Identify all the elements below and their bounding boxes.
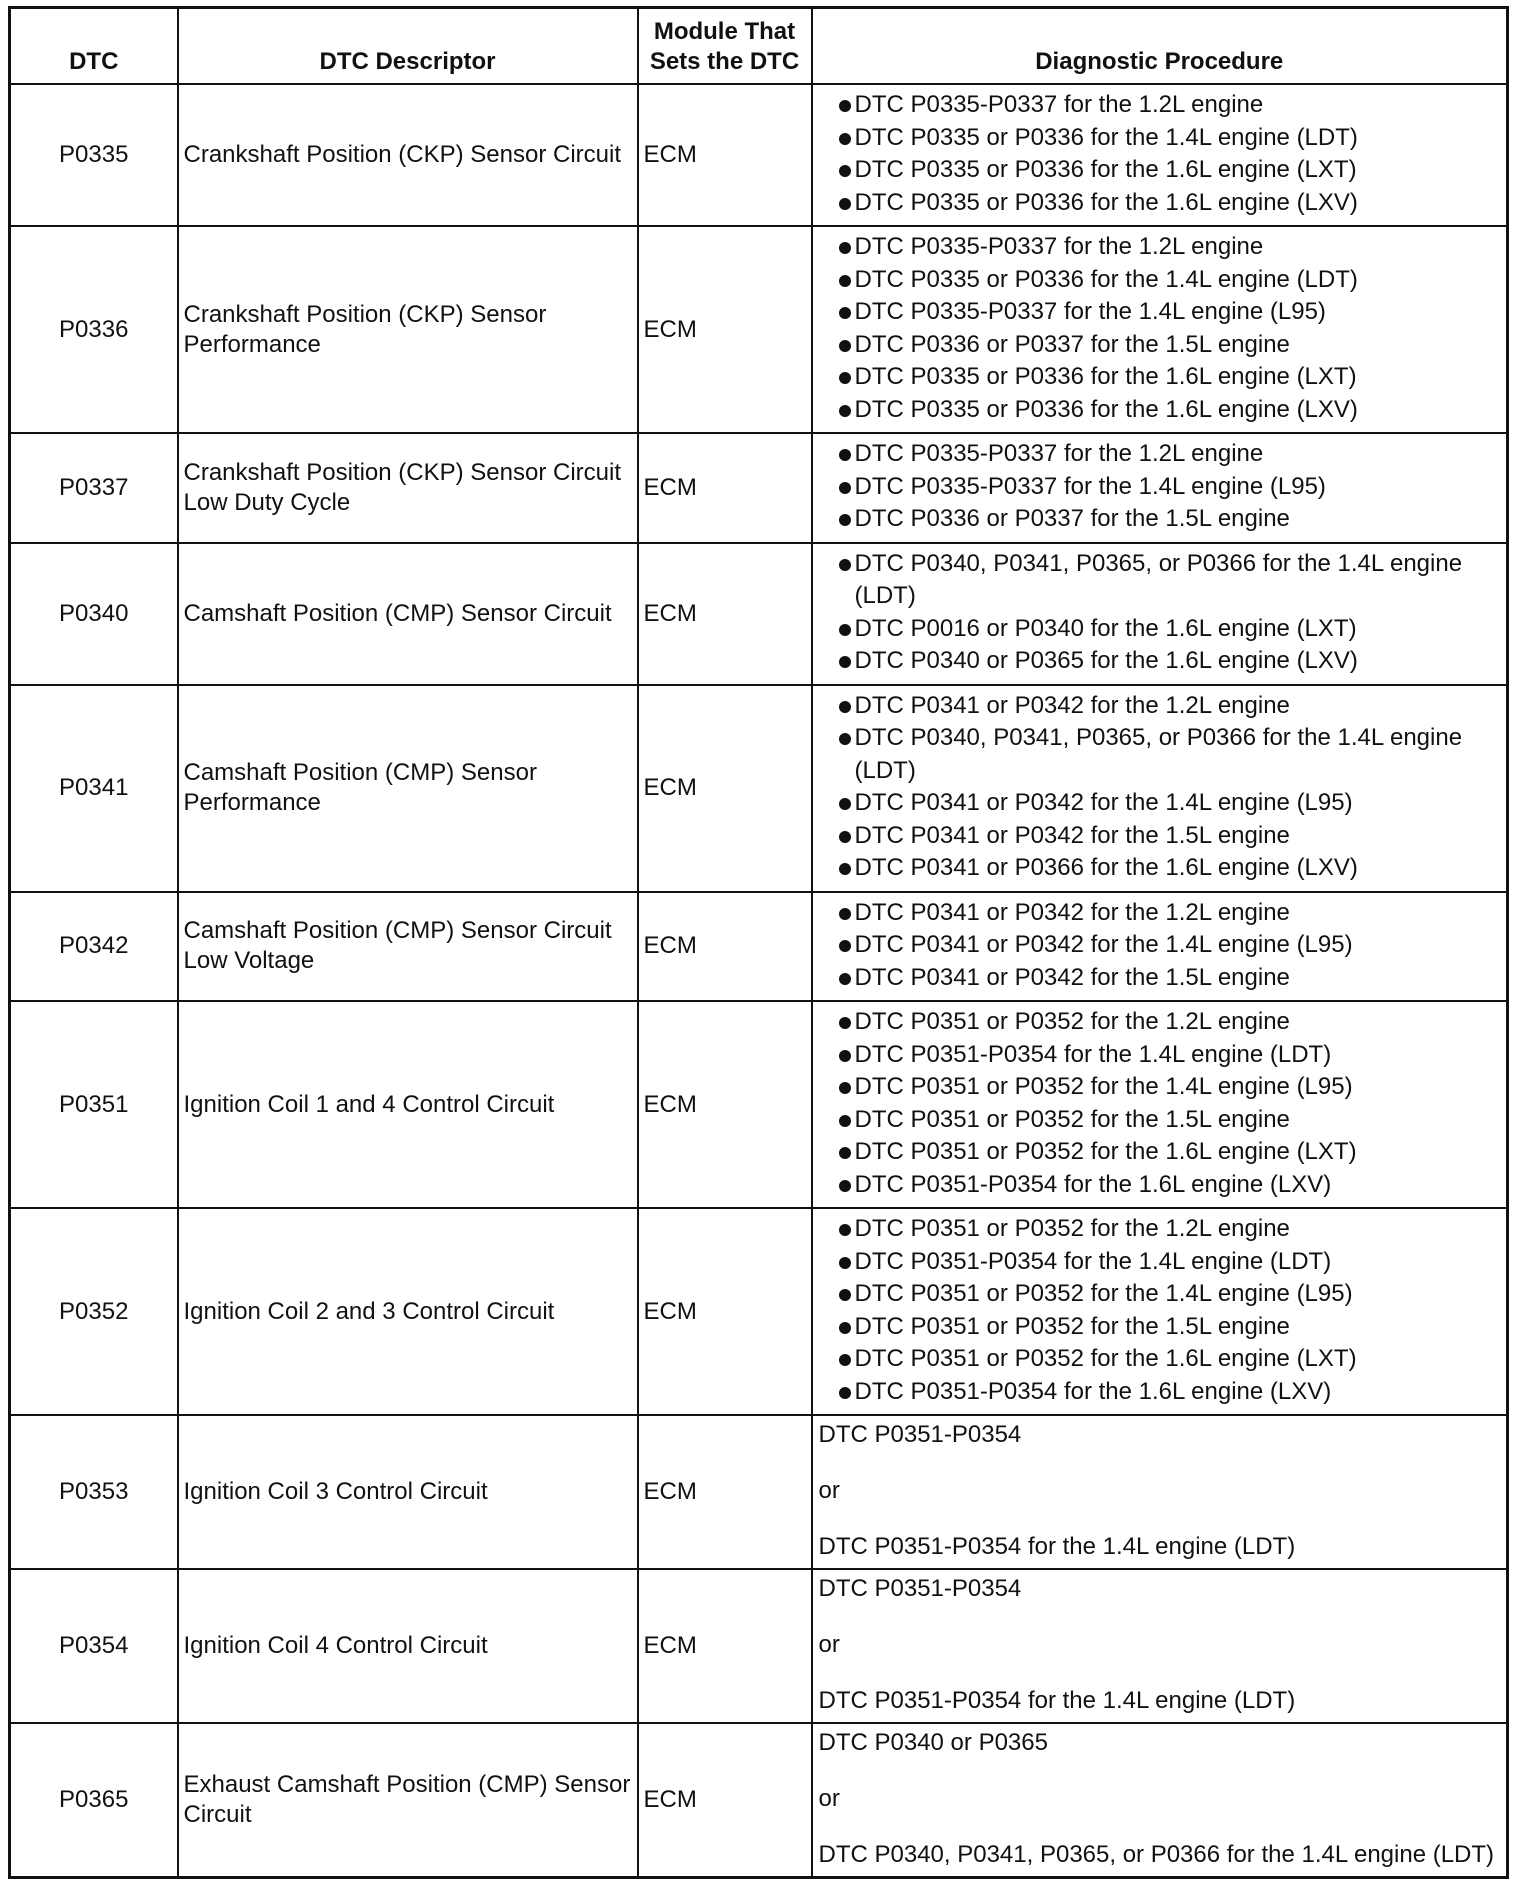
procedure-link[interactable]: DTC P0341 or P0342 for the 1.4L engine (L95) [819, 787, 1501, 820]
dtc-code-cell: P0340 [10, 543, 178, 685]
dtc-table-wrapper [8, 6, 1509, 1879]
procedure-link[interactable]: DTC P0335-P0337 for the 1.2L engine [819, 438, 1501, 471]
spacer [819, 1450, 1501, 1476]
procedure-link[interactable]: DTC P0341 or P0342 for the 1.5L engine [819, 820, 1501, 853]
module-cell: ECM [638, 892, 812, 1002]
dtc-descriptor-cell: Camshaft Position (CMP) Sensor Performance [178, 685, 638, 892]
table-body [10, 84, 1508, 1878]
diagnostic-procedure-cell [812, 685, 1508, 892]
module-cell: ECM [638, 685, 812, 892]
procedure-link[interactable]: DTC P0340 or P0365 for the 1.6L engine (LXV) [819, 645, 1501, 678]
procedure-list [819, 231, 1501, 426]
procedure-link[interactable]: DTC P0335 or P0336 for the 1.4L engine (LDT) [819, 264, 1501, 297]
procedure-list [819, 548, 1501, 678]
dtc-descriptor-cell: Ignition Coil 1 and 4 Control Circuit [178, 1001, 638, 1208]
module-cell: ECM [638, 433, 812, 543]
procedure-link[interactable]: DTC P0335-P0337 for the 1.4L engine (L95) [819, 296, 1501, 329]
table-row [10, 1415, 1508, 1569]
module-cell: ECM [638, 1723, 812, 1878]
procedure-link[interactable]: DTC P0335 or P0336 for the 1.6L engine (LXT) [819, 154, 1501, 187]
diagnostic-procedure-cell [812, 1208, 1508, 1415]
procedure-link[interactable]: DTC P0341 or P0342 for the 1.4L engine (L95) [819, 929, 1501, 962]
procedure-link[interactable]: DTC P0351-P0354 for the 1.4L engine (LDT) [818, 1533, 1296, 1560]
procedure-link[interactable]: DTC P0016 or P0340 for the 1.6L engine (LXT) [819, 613, 1501, 646]
dtc-code-cell: P0354 [10, 1569, 178, 1723]
procedure-link[interactable]: DTC P0351-P0354 for the 1.6L engine (LXV) [819, 1376, 1501, 1409]
diagnostic-procedure-cell [812, 543, 1508, 685]
procedure-link[interactable]: DTC P0336 or P0337 for the 1.5L engine [819, 503, 1501, 536]
module-cell: ECM [638, 226, 812, 433]
procedure-list [819, 89, 1501, 219]
procedure-list [819, 690, 1501, 885]
dtc-code-cell: P0337 [10, 433, 178, 543]
diagnostic-procedure-cell [812, 1001, 1508, 1208]
procedure-link[interactable]: DTC P0351-P0354 for the 1.6L engine (LXV) [819, 1169, 1501, 1202]
module-cell: ECM [638, 543, 812, 685]
procedure-link[interactable]: DTC P0351-P0354 for the 1.4L engine (LDT) [819, 1039, 1501, 1072]
spacer [819, 1604, 1501, 1630]
dtc-descriptor-cell: Ignition Coil 3 Control Circuit [178, 1415, 638, 1569]
dtc-descriptor-cell: Crankshaft Position (CKP) Sensor Circuit [178, 84, 638, 226]
table-row [10, 1001, 1508, 1208]
table-row [10, 1208, 1508, 1415]
procedure-link[interactable]: DTC P0351-P0354 for the 1.4L engine (LDT) [818, 1687, 1296, 1714]
procedure-link[interactable]: DTC P0351-P0354 [818, 1575, 1022, 1602]
dtc-code-cell: P0352 [10, 1208, 178, 1415]
diagnostic-procedure-cell [812, 1723, 1508, 1878]
procedure-list [819, 1006, 1501, 1201]
spacer [819, 1660, 1501, 1686]
diagnostic-procedure-cell [812, 1415, 1508, 1569]
procedure-link[interactable]: DTC P0351 or P0352 for the 1.2L engine [819, 1006, 1501, 1039]
spacer [819, 1758, 1501, 1784]
procedure-link[interactable]: DTC P0351 or P0352 for the 1.2L engine [819, 1213, 1501, 1246]
module-cell: ECM [638, 1001, 812, 1208]
procedure-or-separator: or [818, 1631, 840, 1658]
dtc-code-cell: P0353 [10, 1415, 178, 1569]
procedure-link[interactable]: DTC P0336 or P0337 for the 1.5L engine [819, 329, 1501, 362]
table-row [10, 685, 1508, 892]
procedure-link[interactable]: DTC P0351 or P0352 for the 1.5L engine [819, 1311, 1501, 1344]
procedure-link[interactable]: DTC P0340, P0341, P0365, or P0366 for the 1.4L engine (LDT) [819, 722, 1501, 787]
spacer [819, 1814, 1501, 1840]
table-row [10, 433, 1508, 543]
procedure-or-separator: or [818, 1477, 840, 1504]
dtc-code-cell: P0342 [10, 892, 178, 1002]
module-cell: ECM [638, 1415, 812, 1569]
table-row [10, 543, 1508, 685]
spacer [819, 1506, 1501, 1532]
diagnostic-procedure-cell [812, 892, 1508, 1002]
dtc-code-cell: P0336 [10, 226, 178, 433]
dtc-code-cell: P0351 [10, 1001, 178, 1208]
procedure-list [819, 1213, 1501, 1408]
dtc-table [8, 6, 1509, 1879]
table-row [10, 1723, 1508, 1878]
dtc-descriptor-cell: Ignition Coil 2 and 3 Control Circuit [178, 1208, 638, 1415]
dtc-descriptor-cell: Exhaust Camshaft Position (CMP) Sensor Circuit [178, 1723, 638, 1878]
procedure-link[interactable]: DTC P0340, P0341, P0365, or P0366 for the 1.4L engine (LDT) [819, 548, 1501, 613]
procedure-link[interactable]: DTC P0351 or P0352 for the 1.6L engine (LXT) [819, 1343, 1501, 1376]
procedure-link[interactable]: DTC P0340 or P0365 [818, 1729, 1048, 1756]
procedure-link[interactable]: DTC P0335-P0337 for the 1.2L engine [819, 231, 1501, 264]
table-row [10, 84, 1508, 226]
procedure-link[interactable]: DTC P0351-P0354 for the 1.4L engine (LDT) [819, 1246, 1501, 1279]
procedure-link[interactable]: DTC P0335 or P0336 for the 1.6L engine (LXV) [819, 394, 1501, 427]
diagnostic-procedure-cell [812, 1569, 1508, 1723]
procedure-link[interactable]: DTC P0335-P0337 for the 1.2L engine [819, 89, 1501, 122]
procedure-link[interactable]: DTC P0351 or P0352 for the 1.4L engine (L95) [819, 1071, 1501, 1104]
procedure-link[interactable]: DTC P0351-P0354 [818, 1421, 1022, 1448]
header-dtc: DTC [10, 8, 178, 85]
procedure-list [819, 438, 1501, 536]
header-procedure: Diagnostic Procedure [812, 8, 1508, 85]
procedure-link[interactable]: DTC P0340, P0341, P0365, or P0366 for the 1.4L engine (LDT) [818, 1841, 1495, 1868]
procedure-link[interactable]: DTC P0341 or P0366 for the 1.6L engine (LXV) [819, 852, 1501, 885]
table-row [10, 226, 1508, 433]
procedure-list [819, 897, 1501, 995]
dtc-descriptor-cell: Camshaft Position (CMP) Sensor Circuit [178, 543, 638, 685]
header-descriptor: DTC Descriptor [178, 8, 638, 85]
module-cell: ECM [638, 84, 812, 226]
procedure-alternatives [819, 1574, 1501, 1716]
dtc-code-cell: P0335 [10, 84, 178, 226]
procedure-alternatives [819, 1420, 1501, 1562]
procedure-link[interactable]: DTC P0351 or P0352 for the 1.4L engine (L95) [819, 1278, 1501, 1311]
procedure-link[interactable]: DTC P0335 or P0336 for the 1.6L engine (LXV) [819, 187, 1501, 220]
dtc-code-cell: P0341 [10, 685, 178, 892]
dtc-descriptor-cell: Crankshaft Position (CKP) Sensor Performance [178, 226, 638, 433]
header-row [10, 8, 1508, 85]
procedure-or-separator: or [818, 1785, 840, 1812]
procedure-link[interactable]: DTC P0335-P0337 for the 1.4L engine (L95) [819, 471, 1501, 504]
dtc-descriptor-cell: Ignition Coil 4 Control Circuit [178, 1569, 638, 1723]
header-module: Module That Sets the DTC [638, 8, 812, 85]
table-row [10, 1569, 1508, 1723]
procedure-link[interactable]: DTC P0351 or P0352 for the 1.6L engine (LXT) [819, 1136, 1501, 1169]
diagnostic-procedure-cell [812, 226, 1508, 433]
diagnostic-procedure-cell [812, 433, 1508, 543]
table-row [10, 892, 1508, 1002]
procedure-link[interactable]: DTC P0351 or P0352 for the 1.5L engine [819, 1104, 1501, 1137]
module-cell: ECM [638, 1208, 812, 1415]
procedure-link[interactable]: DTC P0341 or P0342 for the 1.5L engine [819, 962, 1501, 995]
procedure-link[interactable]: DTC P0341 or P0342 for the 1.2L engine [819, 690, 1501, 723]
diagnostic-procedure-cell [812, 84, 1508, 226]
procedure-link[interactable]: DTC P0335 or P0336 for the 1.6L engine (LXT) [819, 361, 1501, 394]
module-cell: ECM [638, 1569, 812, 1723]
procedure-link[interactable]: DTC P0335 or P0336 for the 1.4L engine (LDT) [819, 122, 1501, 155]
dtc-descriptor-cell: Camshaft Position (CMP) Sensor Circuit Low Voltage [178, 892, 638, 1002]
dtc-descriptor-cell: Crankshaft Position (CKP) Sensor Circuit Low Duty Cycle [178, 433, 638, 543]
procedure-alternatives [819, 1728, 1501, 1870]
procedure-link[interactable]: DTC P0341 or P0342 for the 1.2L engine [819, 897, 1501, 930]
dtc-code-cell: P0365 [10, 1723, 178, 1878]
